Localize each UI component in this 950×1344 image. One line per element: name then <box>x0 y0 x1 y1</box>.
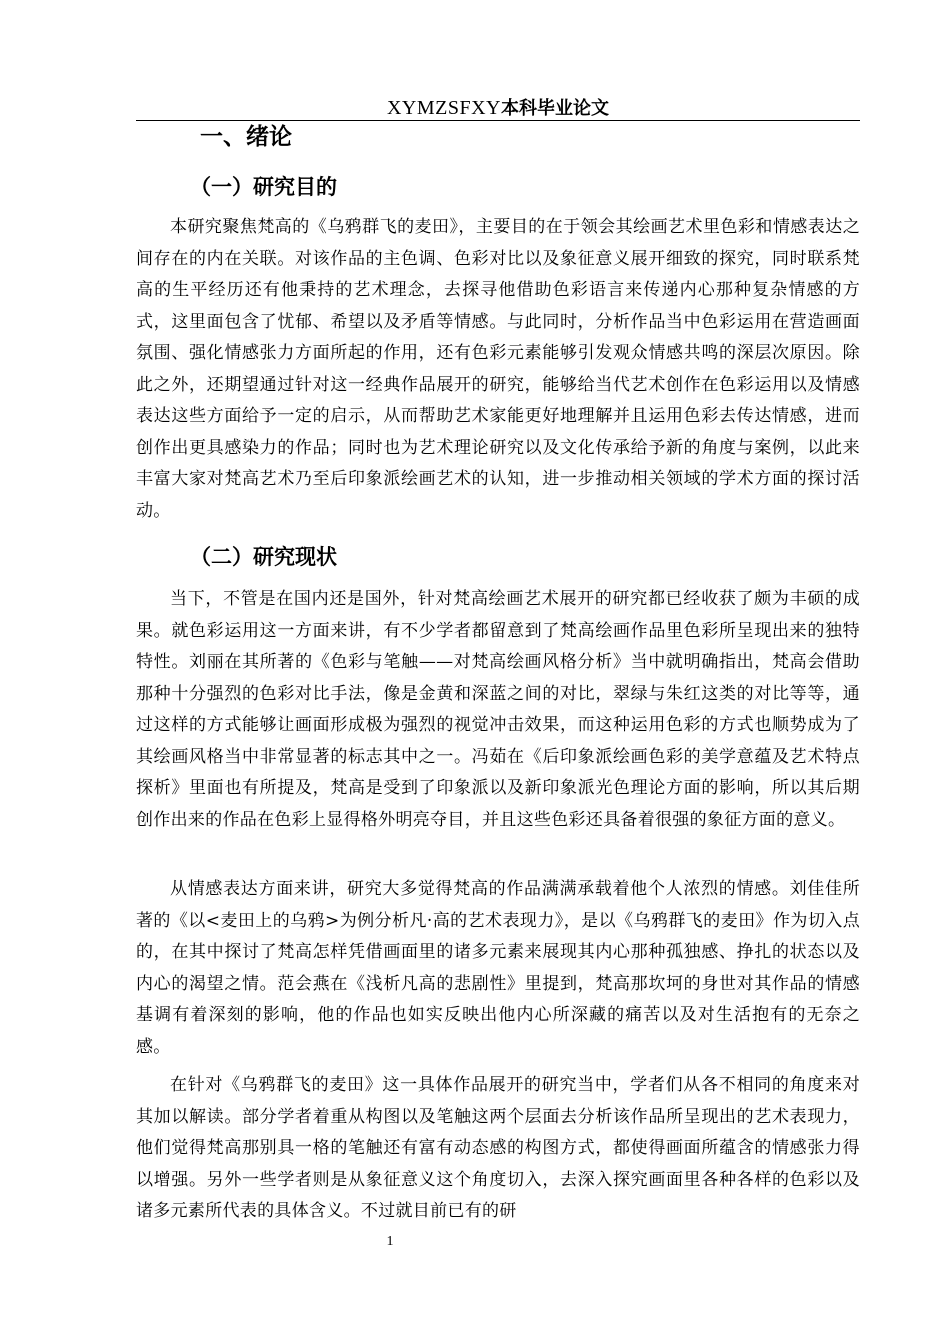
paragraph-status-emotion: 从情感表达方面来讲，研究大多觉得梵高的作品满满承载着他个人浓烈的情感。刘佳佳所著的《以<麦田上的乌鸦>为例分析凡·高的艺术表现力》，是以《乌鸦群飞的麦田》作为切入点的，在其中探讨了梵高怎样凭借画面里的诸多元素来展现其内心那种孤独感、挣扎的状态以及内心的渴望之情。范会燕在《浅析凡高的悲剧性》里提到，梵高那坎坷的身世对其作品的情感基调有着深刻的影响，他的作品也如实反映出他内心所深藏的痛苦以及对生活抱有的无奈之感。 <box>136 879 860 1057</box>
header-label: 本科毕业论文 <box>501 98 610 119</box>
subsection-title-status: （二）研究现状 <box>190 545 337 569</box>
paragraph-status-artwork: 在针对《乌鸦群飞的麦田》这一具体作品展开的研究当中，学者们从各不相同的角度来对其加以解读。部分学者着重从构图以及笔触这两个层面去分析该作品所呈现出的艺术表现力，他们觉得梵高那别具一格的笔触还有富有动态感的构图方式，都使得画面所蕴含的情感张力得以增强。另外一些学者则是从象征意义这个角度切入，去深入探究画面里各种各样的色彩以及诸多元素所代表的具体含义。不过就目前已有的研 <box>136 1075 860 1221</box>
paragraph-purpose: 本研究聚焦梵高的《乌鸦群飞的麦田》，主要目的在于领会其绘画艺术里色彩和情感表达之间存在的内在关联。对该作品的主色调、色彩对比以及象征意义展开细致的探究，同时联系梵高的生平经历还有他秉持的艺术理念，去探寻他借助色彩语言来传递内心那种复杂情感的方式，这里面包含了忧郁、希望以及矛盾等情感。与此同时，分析作品当中色彩运用在营造画面氛围、强化情感张力方面所起的作用，还有色彩元素能够引发观众情感共鸣的深层次原因。除此之外，还期望通过针对这一经典作品展开的研究，能够给当代艺术创作在色彩运用以及情感表达这些方面给予一定的启示，从而帮助艺术家能更好地理解并且运用色彩去传达情感，进而创作出更具感染力的作品；同时也为艺术理论研究以及文化传承给予新的角度与案例，以此来丰富大家对梵高艺术乃至后印象派绘画艺术的认知，进一步推动相关领域的学术方面的探讨活动。 <box>136 217 860 521</box>
running-header <box>136 94 860 122</box>
header-school-code: XYMZSFXY <box>386 97 502 119</box>
section-title: 一、绪论 <box>200 124 292 150</box>
paragraph-status-color: 当下，不管是在国内还是国外，针对梵高绘画艺术展开的研究都已经收获了颇为丰硕的成果。就色彩运用这一方面来讲，有不少学者都留意到了梵高绘画作品里色彩所呈现出来的独特特性。刘丽在其所著的《色彩与笔触——对梵高绘画风格分析》当中就明确指出，梵高会借助那种十分强烈的色彩对比手法，像是金黄和深蓝之间的对比，翠绿与朱红这类的对比等等，通过这样的方式能够让画面形成极为强烈的视觉冲击效果，而这种运用色彩的方式也顺势成为了其绘画风格当中非常显著的标志其中之一。冯茹在《后印象派绘画色彩的美学意蕴及艺术特点探析》里面也有所提及，梵高是受到了印象派以及新印象派光色理论方面的影响，所以其后期创作出来的作品在色彩上显得格外明亮夺目，并且这些色彩还具备着很强的象征方面的意义。 <box>136 589 860 830</box>
subsection-title-purpose: （一）研究目的 <box>190 175 337 199</box>
page-number: 1 <box>386 1234 394 1249</box>
